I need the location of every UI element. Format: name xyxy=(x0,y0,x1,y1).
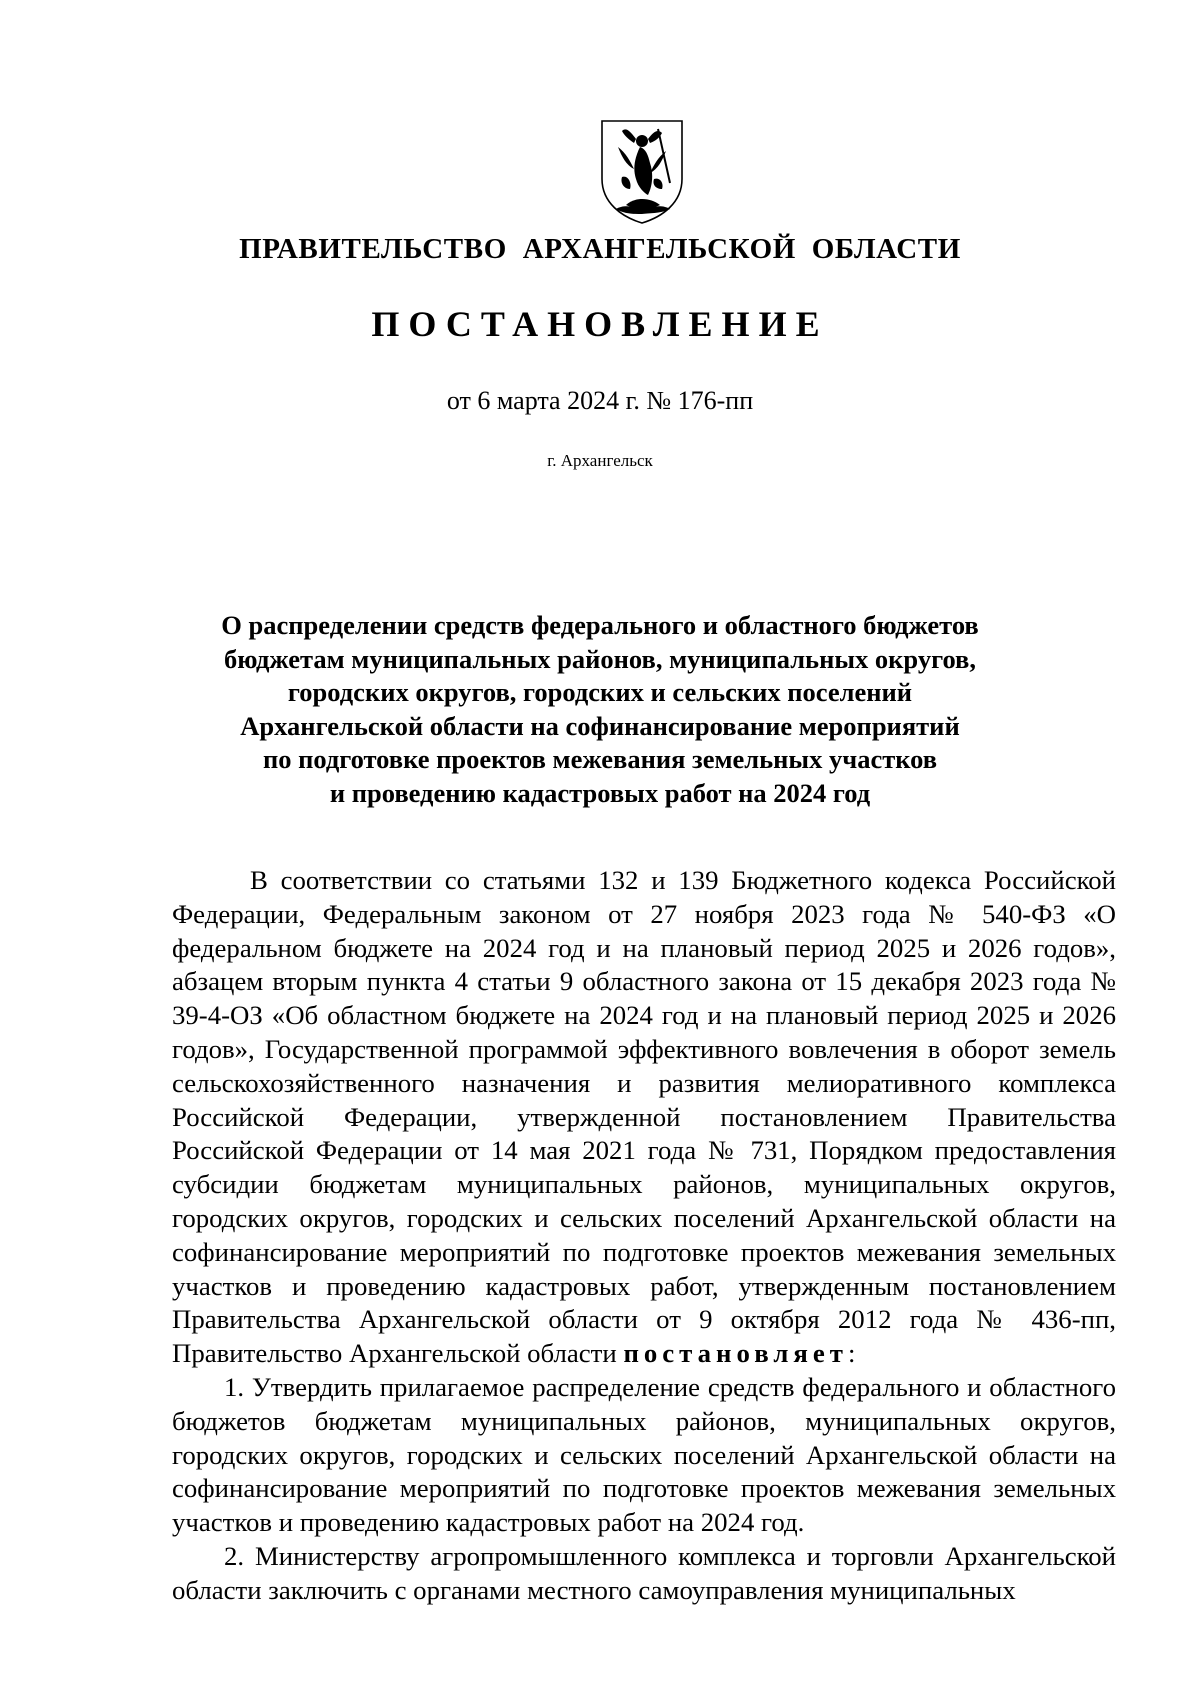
document-city: г. Архангельск xyxy=(547,451,653,470)
document-type: ПОСТАНОВЛЕНИЕ xyxy=(371,304,829,344)
title-line: и проведению кадастровых работ на 2024 год xyxy=(329,777,871,808)
title-line: городских округов, городских и сельских поселений xyxy=(287,677,913,708)
title-line: Архангельской области на софинансирование мероприятий xyxy=(240,710,960,741)
preamble-text: В соответствии со статьями 132 и 139 Бюджетного кодекса Российской Федерации, Федеральным законом от 27 ноября 2023 года № 540-ФЗ «О федеральном бюджете на 2024 год и на плановый период 2025 и 2026 годов», абзацем вторым пункта 4 статьи 9 областного закона от 15 декабря 2023 года № 39-4-ОЗ «Об областном бюджете на 2024 год и на плановый период 2025 и 2026 годов», Государственной программой эффективного вовлечения в оборот земель сельскохозяйственного назначения и развития мелиоративного комплекса Российской Федерации, утвержденной постановлением Правительства Российской Федерации от 14 мая 2021 года № 731, Порядком предоставления субсидии бюджетам муниципальных районов, муниципальных округов, городских округов, городских и сельских поселений Архангельской области на софинансирование мероприятий по подготовке проектов межевания земельных участков и проведению кадастровых работ, утвержденным постановлением Правительства Архангельской области от 9 октября 2012 года № 436-пп, Правительство Архангельской области xyxy=(172,865,1116,1369)
document-title xyxy=(150,609,1050,811)
item-1-paragraph: 1. Утвердить прилагаемое распределение средств федерального и областного бюджетов бюджетам муниципальных районов, муниципальных округов, городских округов, городских и сельских поселений Архангельской области на софинансирование мероприятий по подготовке проектов межевания земельных участков и проведению кадастровых работ на 2024 год. xyxy=(172,1371,1116,1538)
decree-suffix: : xyxy=(847,1338,856,1369)
title-line: бюджетам муниципальных районов, муниципальных округов, xyxy=(224,643,976,674)
decree-word: постановляет xyxy=(623,1338,848,1369)
organization-name: ПРАВИТЕЛЬСТВО АРХАНГЕЛЬСКОЙ ОБЛАСТИ xyxy=(239,233,961,265)
document-body xyxy=(172,864,1116,1608)
title-line: по подготовке проектов межевания земельных участков xyxy=(262,744,938,775)
preamble-paragraph xyxy=(172,864,1116,1371)
item-2-paragraph: 2. Министерству агропромышленного комплекса и торговли Архангельской области заключить с органами местного самоуправления муниципальных xyxy=(172,1540,1116,1605)
title-line: О распределении средств федерального и областного бюджетов xyxy=(221,610,979,640)
document-date-number: от 6 марта 2024 г. № 176-пп xyxy=(446,386,754,415)
coat-of-arms-icon xyxy=(596,117,688,225)
